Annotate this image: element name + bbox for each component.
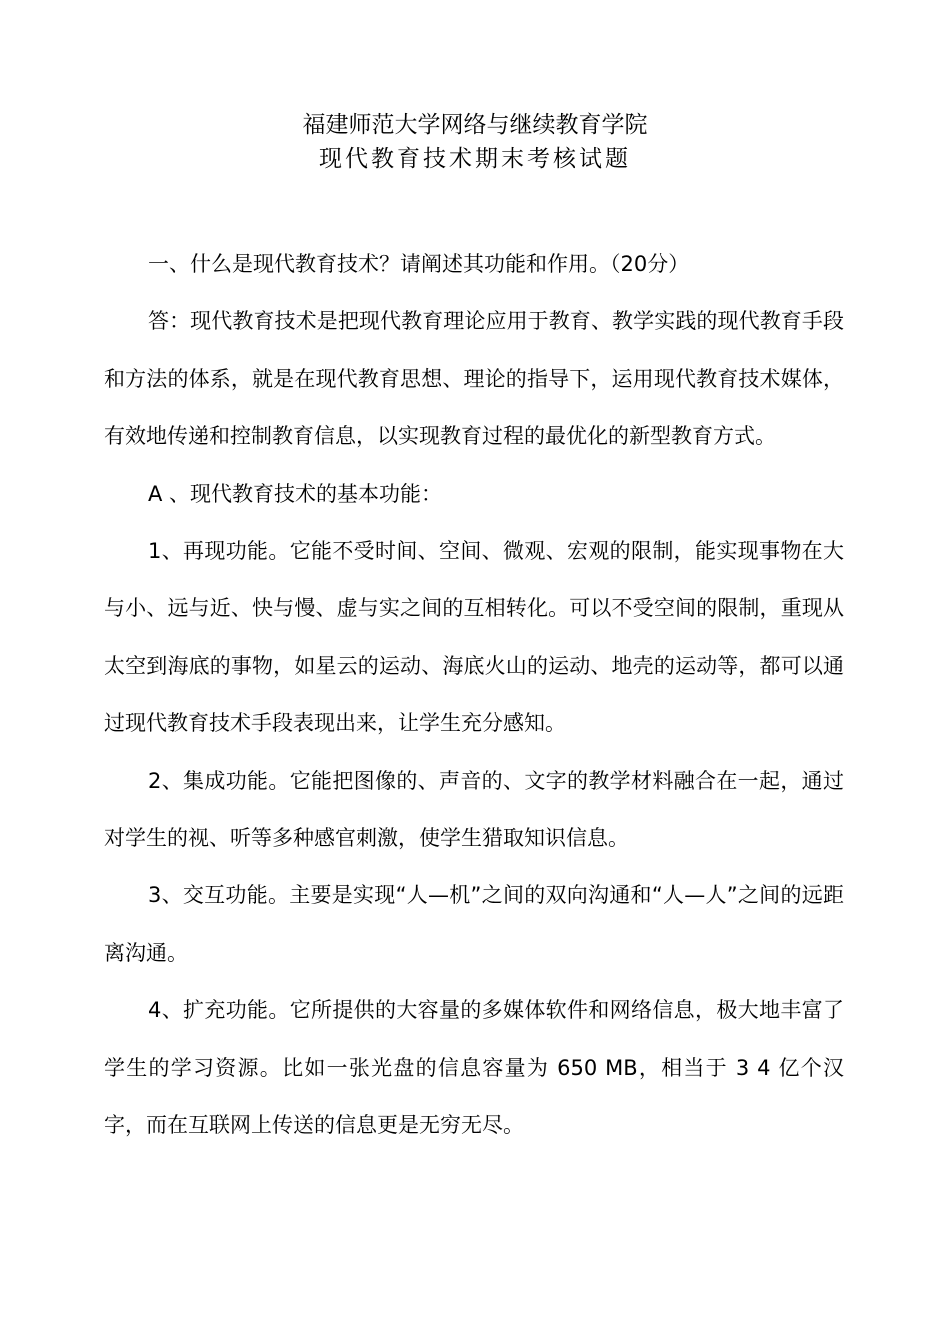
document-header bbox=[0, 108, 950, 176]
exam-title: 现代教育技术期末考核试题 bbox=[319, 146, 631, 172]
answer-paragraph: 答：现代教育技术是把现代教育理论应用于教育、教学实践的现代教育手段和方法的体系，就是在现代教育思想、理论的指导下，运用现代教育技术媒体，有效地传递和控制教育信息，以实现教育过程的最优化的新型教育方式。 bbox=[104, 309, 844, 449]
function-item-1: 1、再现功能。它能不受时间、空间、微观、宏观的限制，能实现事物在大与小、远与近、快与慢、虚与实之间的互相转化。可以不受空间的限制，重现从太空到海底的事物，如星云的运动、海底火山的运动、地壳的运动等，都可以通过现代教育技术手段表现出来，让学生充分感知。 bbox=[104, 539, 844, 736]
function-item-2: 2、集成功能。它能把图像的、声音的、文字的教学材料融合在一起，通过对学生的视、听等多种感官刺激，使学生猎取知识信息。 bbox=[104, 768, 844, 851]
section-heading: A 、现代教育技术的基本功能： bbox=[148, 481, 443, 506]
question-heading: 一、什么是现代教育技术？请阐述其功能和作用。（20分） bbox=[148, 252, 690, 276]
function-item-4: 4、扩充功能。它所提供的大容量的多媒体软件和网络信息，极大地丰富了学生的学习资源。比如一张光盘的信息容量为 650 MB，相当于 3 4 亿个汉字，而在互联网上传送的信息更是无穷无尽。 bbox=[104, 998, 844, 1138]
function-item-3: 3、交互功能。主要是实现“人—机”之间的双向沟通和“人—人”之间的远距离沟通。 bbox=[104, 883, 844, 965]
institution-title: 福建师范大学网络与继续教育学院 bbox=[302, 112, 648, 138]
document-body bbox=[104, 236, 844, 1155]
